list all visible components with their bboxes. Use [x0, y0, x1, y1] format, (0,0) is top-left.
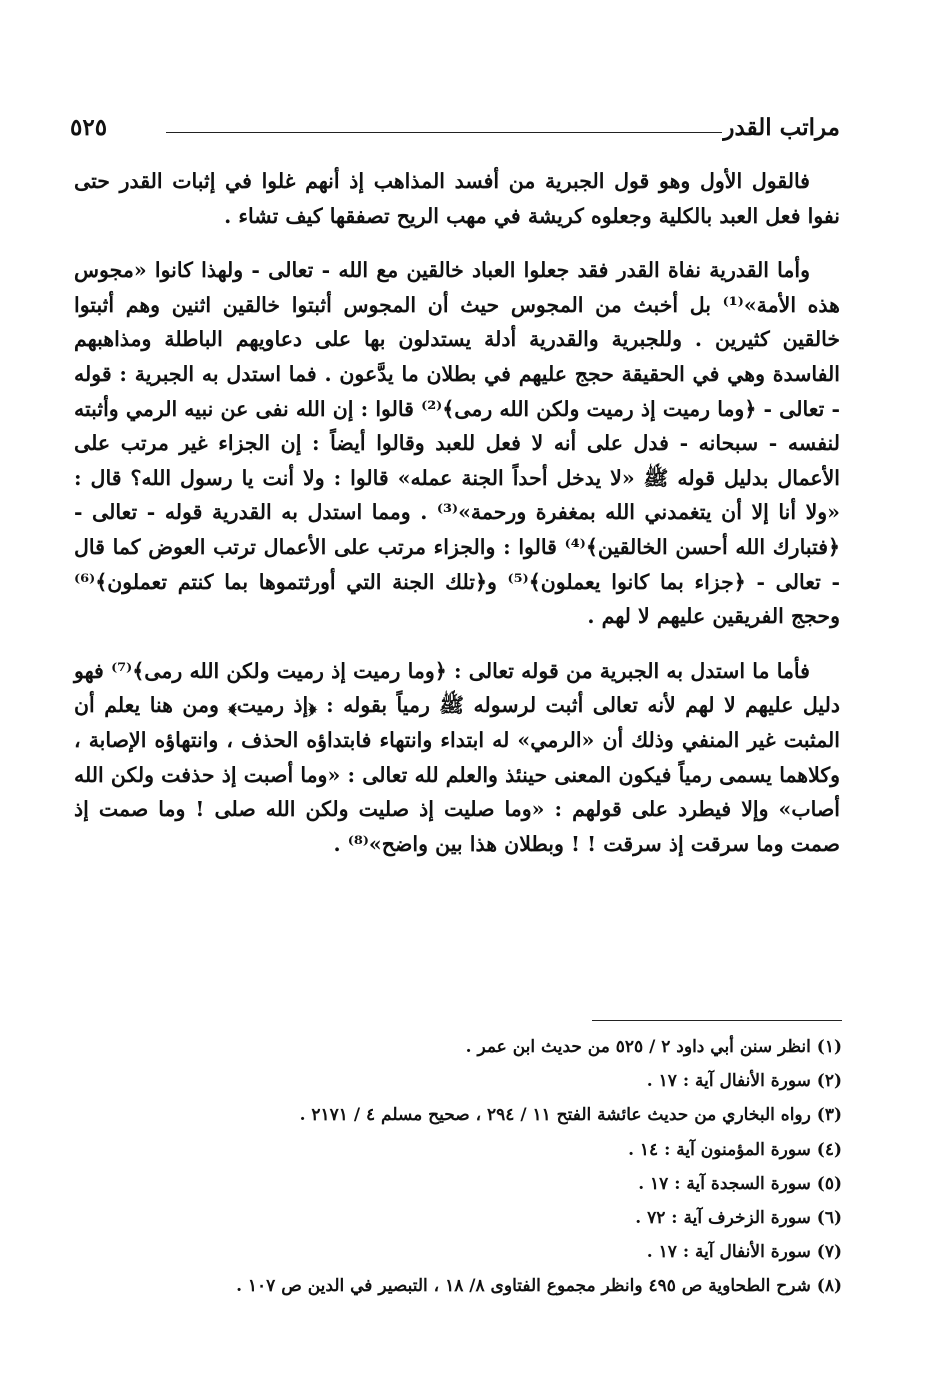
footnote: (٤) سورة المؤمنون آية : ١٤ .	[628, 1139, 842, 1160]
running-header	[70, 108, 840, 148]
footnote: (٢) سورة الأنفال آية : ١٧ .	[646, 1071, 842, 1092]
footnotes	[162, 1030, 842, 1304]
footnote: (٦) سورة الزخرف آية : ٧٢ .	[635, 1208, 842, 1229]
paragraph: فأما ما استدل به الجبرية من قوله تعالى : ﴿وما رميت إذ رميت ولكن الله رمى﴾⁽⁷⁾ فهو دليل عليهم لا لهم لأنه تعالى أثبت لرسوله ﷺ رمياً بقوله : ﴿إذ رميت﴾ ومن هنا يعلم أن المثبت غير المنفي وذلك أن «الرمي» له ابتداء وانتهاء فابتداؤه الحذف ، وانتهاؤه الإصابة ، وكلاهما يسمى رمياً فيكون المعنى حينئذ والعلم لله تعالى : «وما أصبت إذ حذفت ولكن الله أصاب» وإلا فيطرد على قولهم : «وما صليت إذ صليت ولكن الله صلى ! وما صمت إذ صمت وما سرقت إذ سرقت ! ! وبطلان هذا بين واضح»⁽⁸⁾ .	[74, 658, 840, 856]
main-text	[74, 164, 840, 881]
page-number: ٥٢٥	[70, 114, 108, 141]
header-rule	[166, 132, 722, 133]
footnote: (١) انظر سنن أبي داود ٢ / ٥٢٥ من حديث ابن عمر .	[465, 1037, 842, 1057]
paragraph: وأما القدرية نفاة القدر فقد جعلوا العباد خالقين مع الله - تعالى - ولهذا كانوا «مجوس هذه الأمة»⁽¹⁾ بل أخبث من المجوس حيث أن المجوس أثبتوا خالقين اثنين وهم أثبتوا خالقين كثيرين . وللجبرية والقدرية أدلة يستدلون بها على دعاويهم الباطلة ومذاهبهم الفاسدة وهي في الحقيقة حجج عليهم في بطلان ما يدَّعون . فما استدل به الجبرية : قوله - تعالى - ﴿وما رميت إذ رميت ولكن الله رمى﴾⁽²⁾ قالوا : إن الله نفى عن نبيه الرمي وأثبته لنفسه - سبحانه - فدل على أنه لا فعل للعبد وقالوا أيضاً : إن الجزاء غير مرتب على الأعمال بدليل قوله ﷺ «لا يدخل أحداً الجنة عمله» قالوا : ولا أنت يا رسول الله؟ قال : «ولا أنا إلا أن يتغمدني الله بمغفرة ورحمة»⁽³⁾ . ومما استدل به القدرية قوله - تعالى - ﴿فتبارك الله أحسن الخالقين﴾⁽⁴⁾ قالوا : والجزاء مرتب على الأعمال ترتب العوض كما قال - تعالى - ﴿جزاء بما كانوا يعملون﴾⁽⁵⁾ و﴿تلك الجنة التي أورثتموها بما كنتم تعملون﴾⁽⁶⁾ وحجج الفريقين عليهم لا لهم .	[74, 258, 841, 629]
chapter-title: مراتب القدر	[723, 114, 840, 141]
paragraph: فالقول الأول وهو قول الجبرية من أفسد المذاهب إذ أنهم غلوا في إثبات القدر حتى نفوا فعل العبد بالكلية وجعلوه كريشة في مهب الريح تصفقها كيف تشاء .	[74, 169, 840, 228]
footnote: (٣) رواه البخاري من حديث عائشة الفتح ١١ / ٢٩٤ ، صحيح مسلم ٤ / ٢١٧١ .	[299, 1105, 842, 1126]
footnote: (٧) سورة الأنفال آية : ١٧ .	[646, 1242, 842, 1263]
footnote: (٥) سورة السجدة آية : ١٧ .	[638, 1173, 842, 1194]
footnote-rule	[592, 1020, 842, 1021]
footnote: (٨) شرح الطحاوية ص ٤٩٥ وانظر مجموع الفتاوى ٨/ ١٨ ، التبصير في الدين ص ١٠٧ .	[236, 1276, 842, 1297]
